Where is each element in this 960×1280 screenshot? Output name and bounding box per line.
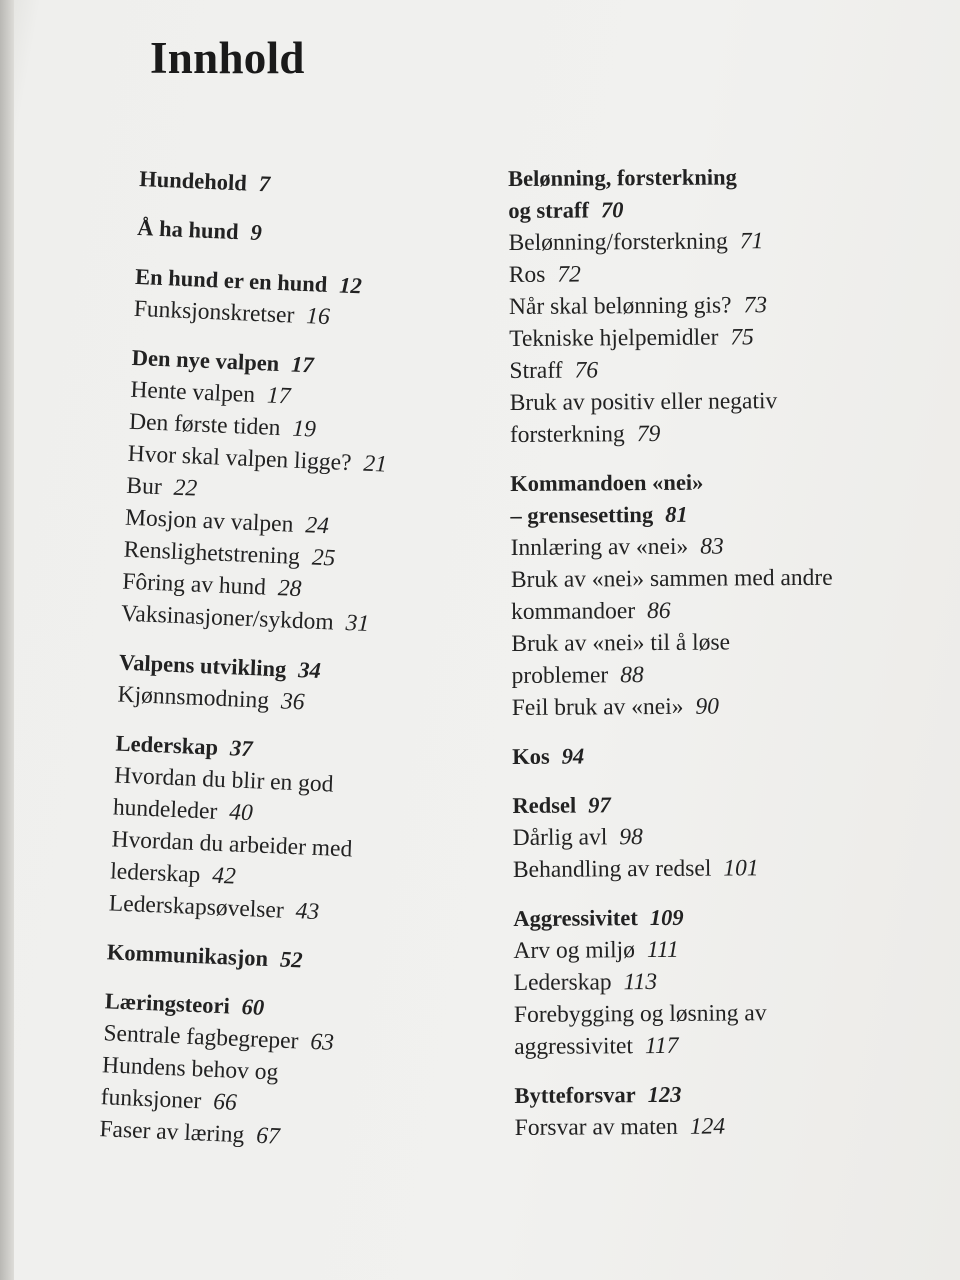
toc-entry-title: Feil bruk av «nei» — [511, 693, 684, 721]
toc-page-number: 111 — [646, 936, 679, 964]
toc-heading — [513, 900, 893, 935]
toc-page-number: 7 — [258, 171, 271, 197]
toc-entry-title: Hvordan du arbeider med — [111, 826, 353, 863]
toc-page-number: 72 — [557, 261, 581, 288]
toc-section — [106, 936, 447, 982]
toc-entry-title: Innlæring av «nei» — [510, 533, 689, 561]
toc-heading — [510, 497, 890, 532]
toc-page-number: 71 — [739, 228, 764, 255]
toc-page-number: 60 — [241, 994, 265, 1020]
toc-entry-title: Aggressivitet — [513, 905, 638, 931]
toc-section — [139, 163, 480, 209]
toc-entry — [513, 932, 893, 967]
toc-entry-title: kommandoer — [511, 598, 636, 625]
toc-entry-title: Kommandoen «nei» — [510, 469, 704, 496]
toc-heading — [512, 787, 892, 822]
toc-entry-title: Lederskap — [115, 730, 219, 760]
toc-entry-title: Bruk av «nei» til å løse — [511, 629, 731, 657]
toc-heading — [139, 163, 480, 209]
toc-page-number: 123 — [647, 1081, 682, 1108]
toc-entry-title: Hvor skal valpen ligge? — [127, 440, 353, 477]
toc-entry — [509, 288, 889, 323]
toc-entry — [511, 529, 891, 564]
toc-page-number: 22 — [173, 474, 198, 502]
toc-section — [508, 160, 890, 451]
toc-page-number: 28 — [277, 575, 302, 603]
toc-entry — [513, 851, 893, 886]
toc-entry — [508, 224, 888, 259]
toc-page-number: 9 — [250, 219, 263, 246]
toc-page-number: 98 — [619, 824, 643, 851]
toc-section — [120, 342, 472, 644]
toc-entry — [510, 416, 890, 451]
toc-entry-title: Belønning, forsterkning — [508, 164, 737, 191]
toc-page-number: 88 — [620, 662, 644, 689]
toc-entry-title: Å ha hund — [136, 214, 240, 245]
toc-page-number: 12 — [338, 272, 363, 299]
page-title: Innhold — [150, 33, 305, 83]
toc-page-number: 37 — [229, 735, 254, 762]
toc-section — [117, 647, 459, 725]
toc-page-number: 43 — [295, 898, 320, 926]
toc-entry-title: Bur — [125, 472, 163, 501]
toc-entry-title: – grensesetting — [510, 501, 654, 528]
toc-page-number: 79 — [636, 420, 661, 448]
toc-section — [510, 465, 892, 724]
toc-entry — [510, 384, 890, 419]
toc-entry-title: Hundehold — [138, 165, 248, 196]
toc-entry-title: En hund er en hund — [134, 263, 328, 297]
toc-entry — [511, 625, 891, 660]
toc-heading — [137, 212, 478, 258]
toc-heading — [508, 192, 888, 227]
toc-page-number: 75 — [730, 324, 754, 351]
toc-heading — [106, 936, 447, 982]
toc-page-number: 25 — [311, 544, 336, 572]
toc-entry-title: Behandling av redsel — [512, 855, 712, 883]
toc-page-number: 42 — [211, 862, 237, 890]
toc-entry-title: Dårlig avl — [512, 824, 608, 851]
toc-page-number: 76 — [574, 357, 599, 384]
toc-section — [514, 1077, 894, 1144]
toc-entry-title: Kommunikasjon — [106, 939, 269, 972]
toc-entry-title: problemer — [511, 662, 609, 689]
toc-page-number: 21 — [362, 450, 388, 478]
toc-page-number: 81 — [665, 501, 688, 527]
toc-page-number: 17 — [290, 351, 315, 378]
toc-right-column — [508, 160, 895, 1161]
toc-entry — [512, 689, 892, 724]
toc-entry-title: Forebygging og løsning av — [513, 1000, 767, 1028]
toc-entry — [514, 964, 894, 999]
toc-entry-title: aggressivitet — [514, 1033, 634, 1060]
toc-entry-title: Lederskapsøvelser — [108, 890, 285, 924]
toc-entry-title: Sentrale fagbegreper — [102, 1020, 299, 1055]
toc-page-number: 83 — [700, 533, 724, 560]
toc-entry — [511, 593, 891, 628]
toc-heading — [514, 1077, 894, 1112]
toc-page-number: 113 — [623, 968, 658, 996]
toc-page-number: 31 — [345, 610, 370, 637]
toc-entry-title: Belønning/forsterkning — [508, 228, 728, 256]
toc-page-number: 19 — [291, 415, 317, 443]
toc-entry-title: Hvordan du blir en god — [113, 762, 334, 798]
toc-entry-title: Tekniske hjelpemidler — [509, 324, 719, 352]
book-gutter — [0, 0, 14, 1280]
toc-entry-title: Når skal belønning gis? — [508, 292, 732, 320]
toc-section — [512, 738, 892, 773]
toc-page-number: 17 — [266, 382, 292, 410]
toc-entry-title: Faser av læring — [98, 1116, 245, 1149]
toc-entry-title: Kjønnsmodning — [117, 681, 270, 714]
toc-section — [133, 261, 475, 339]
toc-page-number: 70 — [600, 197, 624, 223]
toc-page-number: 63 — [309, 1028, 335, 1056]
toc-entry-title: forsterkning — [509, 421, 625, 448]
toc-page-number: 86 — [647, 597, 671, 625]
toc-section — [108, 728, 456, 934]
toc-heading — [510, 465, 890, 500]
toc-page-number: 67 — [255, 1122, 281, 1150]
toc-entry-title: Fôring av hund — [121, 568, 267, 601]
toc-entry-title: funksjoner — [100, 1084, 202, 1115]
toc-entry-title: Hundens behov og — [101, 1052, 279, 1086]
toc-page-number: 97 — [588, 792, 611, 818]
toc-entry-title: hundeleder — [112, 794, 218, 825]
toc-entry-title: Hente valpen — [129, 376, 256, 409]
toc-entry-title: Valpens utvikling — [118, 649, 287, 682]
toc-entry — [513, 819, 893, 854]
toc-entry-title: Lederskap — [513, 969, 612, 996]
toc-entry — [514, 1028, 894, 1063]
toc-entry-title: Arv og miljø — [513, 937, 636, 964]
toc-heading — [512, 738, 892, 773]
toc-entry-title: Renslighetstrening — [123, 536, 301, 571]
toc-entry-title: Bruk av «nei» sammen med andre — [510, 564, 833, 593]
toc-entry-title: Den nye valpen — [131, 344, 280, 376]
toc-page-number: 34 — [297, 657, 322, 684]
toc-entry-title: Ros — [508, 261, 546, 288]
toc-section — [137, 212, 478, 258]
toc-heading — [508, 160, 888, 195]
toc-entry-title: Straff — [509, 357, 563, 384]
toc-page-number: 90 — [695, 693, 720, 720]
toc-page-number: 73 — [743, 292, 768, 319]
toc-section — [512, 787, 893, 886]
toc-entry — [514, 996, 894, 1031]
toc-entry-title: Funksjonskretser — [133, 295, 295, 329]
toc-page-number: 94 — [561, 743, 585, 769]
toc-page-number: 109 — [649, 904, 684, 931]
toc-page-number: 124 — [689, 1113, 726, 1140]
toc-entry-title: Forsvar av maten — [514, 1113, 678, 1141]
toc-entry-title: Kos — [512, 743, 550, 769]
toc-entry-title: Vaksinasjoner/sykdom — [120, 600, 335, 636]
toc-entry-title: Bytteforsvar — [514, 1082, 636, 1108]
toc-entry — [509, 320, 889, 355]
toc-entry — [511, 657, 891, 692]
toc-entry — [509, 352, 889, 387]
toc-entry — [515, 1109, 895, 1144]
toc-entry-title: lederskap — [109, 858, 201, 889]
toc-page-number: 16 — [305, 303, 331, 331]
toc-entry-title: Læringsteori — [104, 988, 231, 1019]
toc-page-number: 52 — [279, 946, 304, 973]
toc-entry-title: og straff — [508, 197, 590, 223]
toc-page-number: 40 — [228, 799, 254, 827]
toc-entry-title: Mosjon av valpen — [124, 504, 294, 538]
toc-entry-title: Den første tiden — [128, 408, 281, 442]
toc-page-number: 101 — [723, 855, 759, 882]
toc-entry — [511, 561, 891, 596]
toc-page-number: 36 — [280, 688, 306, 716]
toc-entry-title: Redsel — [512, 792, 577, 818]
toc-left-column — [98, 163, 480, 1176]
toc-page-number: 117 — [644, 1032, 679, 1060]
toc-section — [99, 985, 445, 1159]
toc-page-number: 66 — [212, 1088, 238, 1116]
toc-section — [513, 900, 894, 1063]
toc-entry-title: Bruk av positiv eller negativ — [509, 388, 778, 416]
toc-page-number: 24 — [304, 512, 330, 540]
toc-entry — [509, 256, 889, 291]
